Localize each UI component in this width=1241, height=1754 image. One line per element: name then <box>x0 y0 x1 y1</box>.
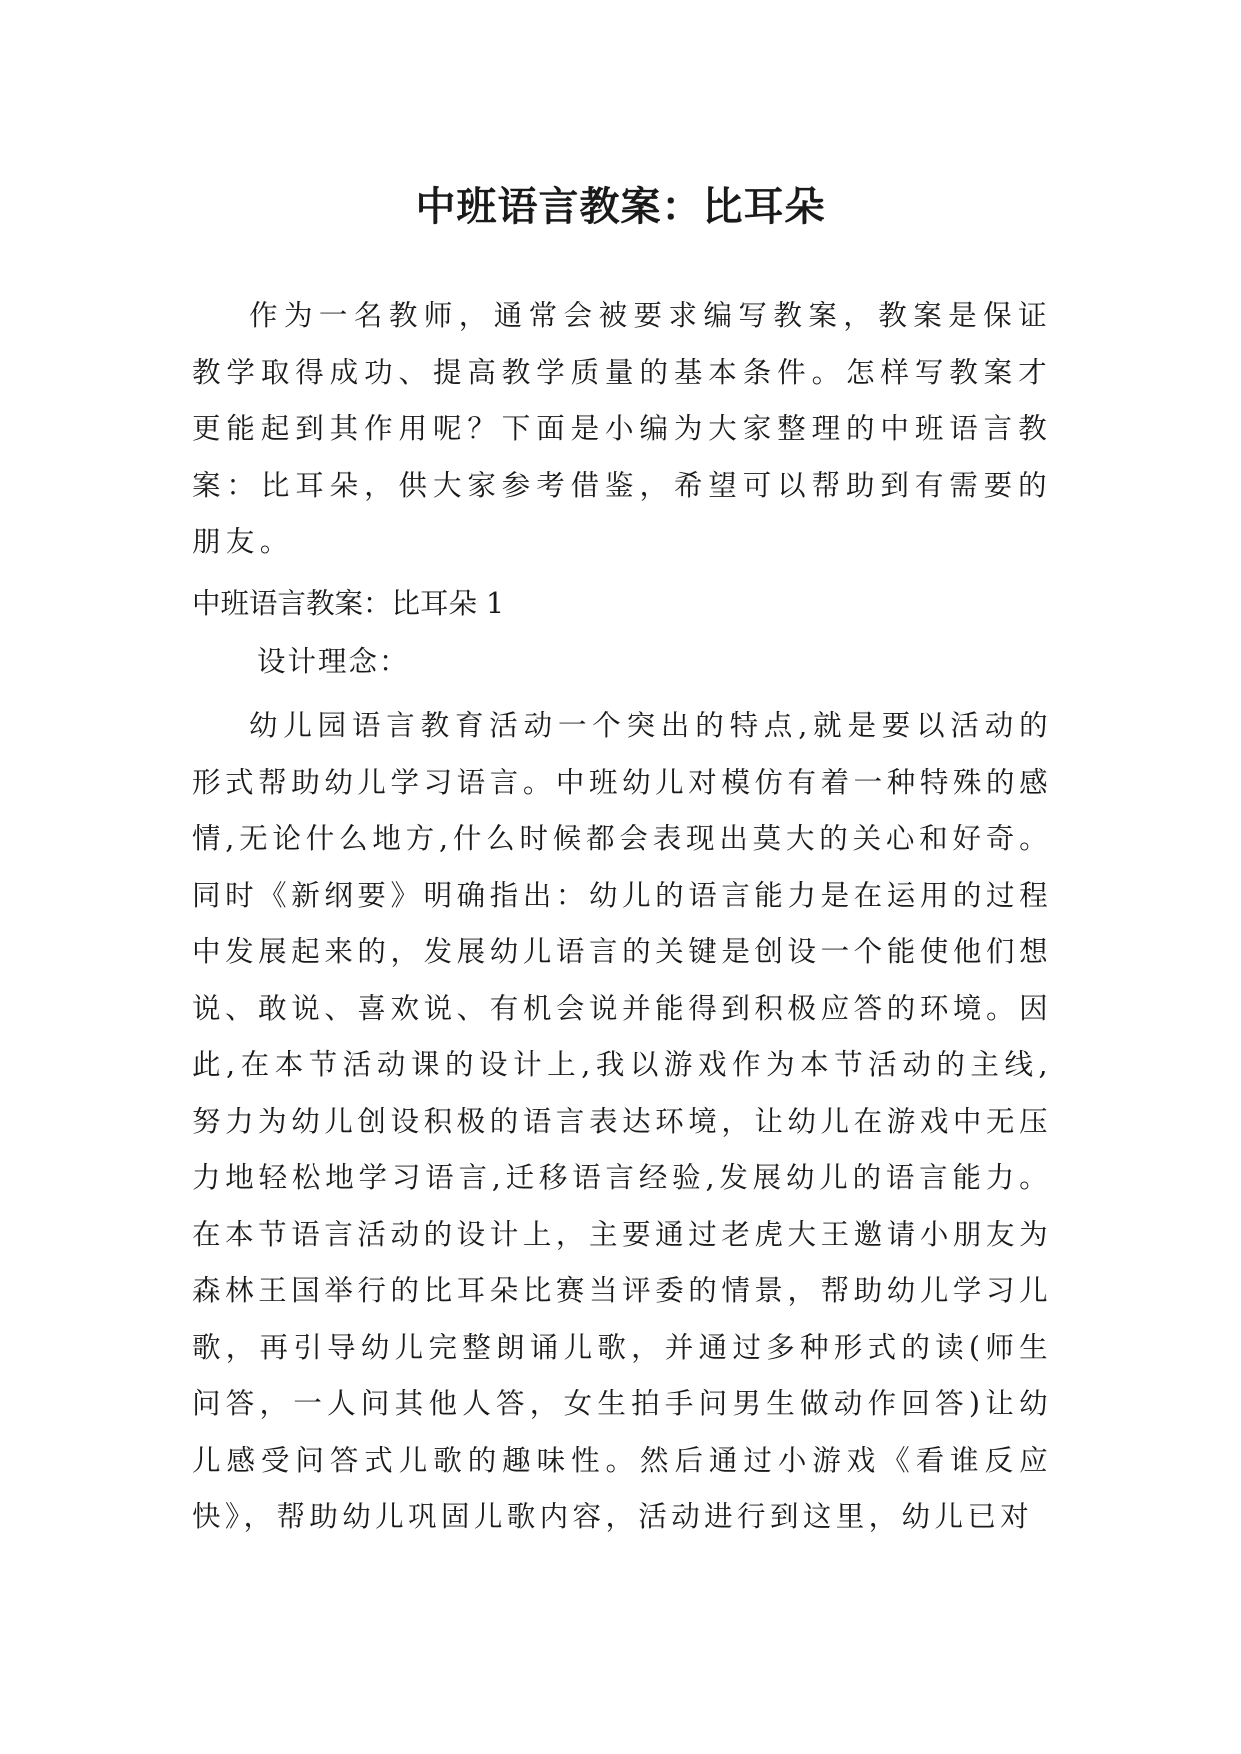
design-concept-heading: 设计理念： <box>257 645 410 678</box>
intro-paragraph: 作为一名教师，通常会被要求编写教案，教案是保证教学取得成功、提高教学质量的基本条件。怎样写教案才更能起到其作用呢？下面是小编为大家整理的中班语言教案：比耳朵，供大家参考借鉴，希望可以帮助到有需要的朋友。 <box>192 299 1052 559</box>
section-heading: 中班语言教案：比耳朵 1 <box>192 587 505 620</box>
document-title: 中班语言教案：比耳朵 <box>415 182 826 230</box>
body-paragraph: 幼儿园语言教育活动一个突出的特点,就是要以活动的形式帮助幼儿学习语言。中班幼儿对模仿有着一种特殊的感情,无论什么地方,什么时候都会表现出莫大的关心和好奇。同时《新纲要》明确指出：幼儿的语言能力是在运用的过程中发展起来的，发展幼儿语言的关键是创设一个能使他们想说、敢说、喜欢说、有机会说并能得到积极应答的环境。因此,在本节活动课的设计上,我以游戏作为本节活动的主线,努力为幼儿创设积极的语言表达环境，让幼儿在游戏中无压力地轻松地学习语言,迁移语言经验,发展幼儿的语言能力。在本节语言活动的设计上，主要通过老虎大王邀请小朋友为森林王国举行的比耳朵比赛当评委的情景，帮助幼儿学习儿歌，再引导幼儿完整朗诵儿歌，并通过多种形式的读(师生问答，一人问其他人答，女生拍手问男生做动作回答)让幼儿感受问答式儿歌的趣味性。然后通过小游戏《看谁反应快》，帮助幼儿巩固儿歌内容，活动进行到这里，幼儿已对 <box>192 709 1052 1533</box>
